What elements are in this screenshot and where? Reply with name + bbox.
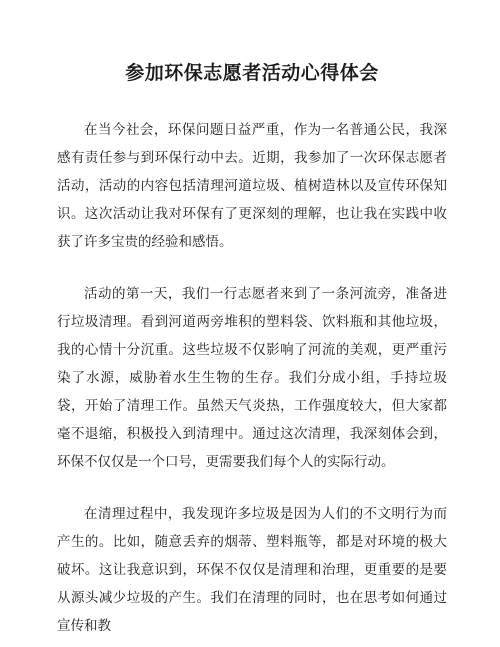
document-title: 参加环保志愿者活动心得体会: [125, 62, 379, 84]
paragraph-intro: 在当今社会，环保问题日益严重，作为一名普通公民，我深感有责任参与到环保行动中去。近期，我参加了一次环保志愿者活动，活动的内容包括清理河道垃圾、植树造林以及宣传环保知识。这次活动让我对环保有了更深刻的理解，也让我在实践中收获了许多宝贵的经验和感悟。: [57, 122, 447, 250]
paragraph-river-cleanup: 活动的第一天，我们一行志愿者来到了一条河流旁，准备进行垃圾清理。看到河道两旁堆积的塑料袋、饮料瓶和其他垃圾，我的心情十分沉重。这些垃圾不仅影响了河流的美观，更严重污染了水源，威胁着水生生物的生存。我们分成小组，手持垃圾袋，开始了清理工作。虽然天气炎热，工作强度较大，但大家都毫不退缩，积极投入到清理中。通过这次清理，我深刻体会到，环保不仅仅是一个口号，更需要我们每个人的实际行动。: [57, 286, 447, 470]
paragraph-reflection: 在清理过程中，我发现许多垃圾是因为人们的不文明行为而产生的。比如，随意丢弃的烟蒂、塑料瓶等，都是对环境的极大破坏。这让我意识到，环保不仅仅是清理和治理，更重要的是要从源头减少垃圾的产生。我们在清理的同时，也在思考如何通过宣传和教: [57, 506, 447, 634]
